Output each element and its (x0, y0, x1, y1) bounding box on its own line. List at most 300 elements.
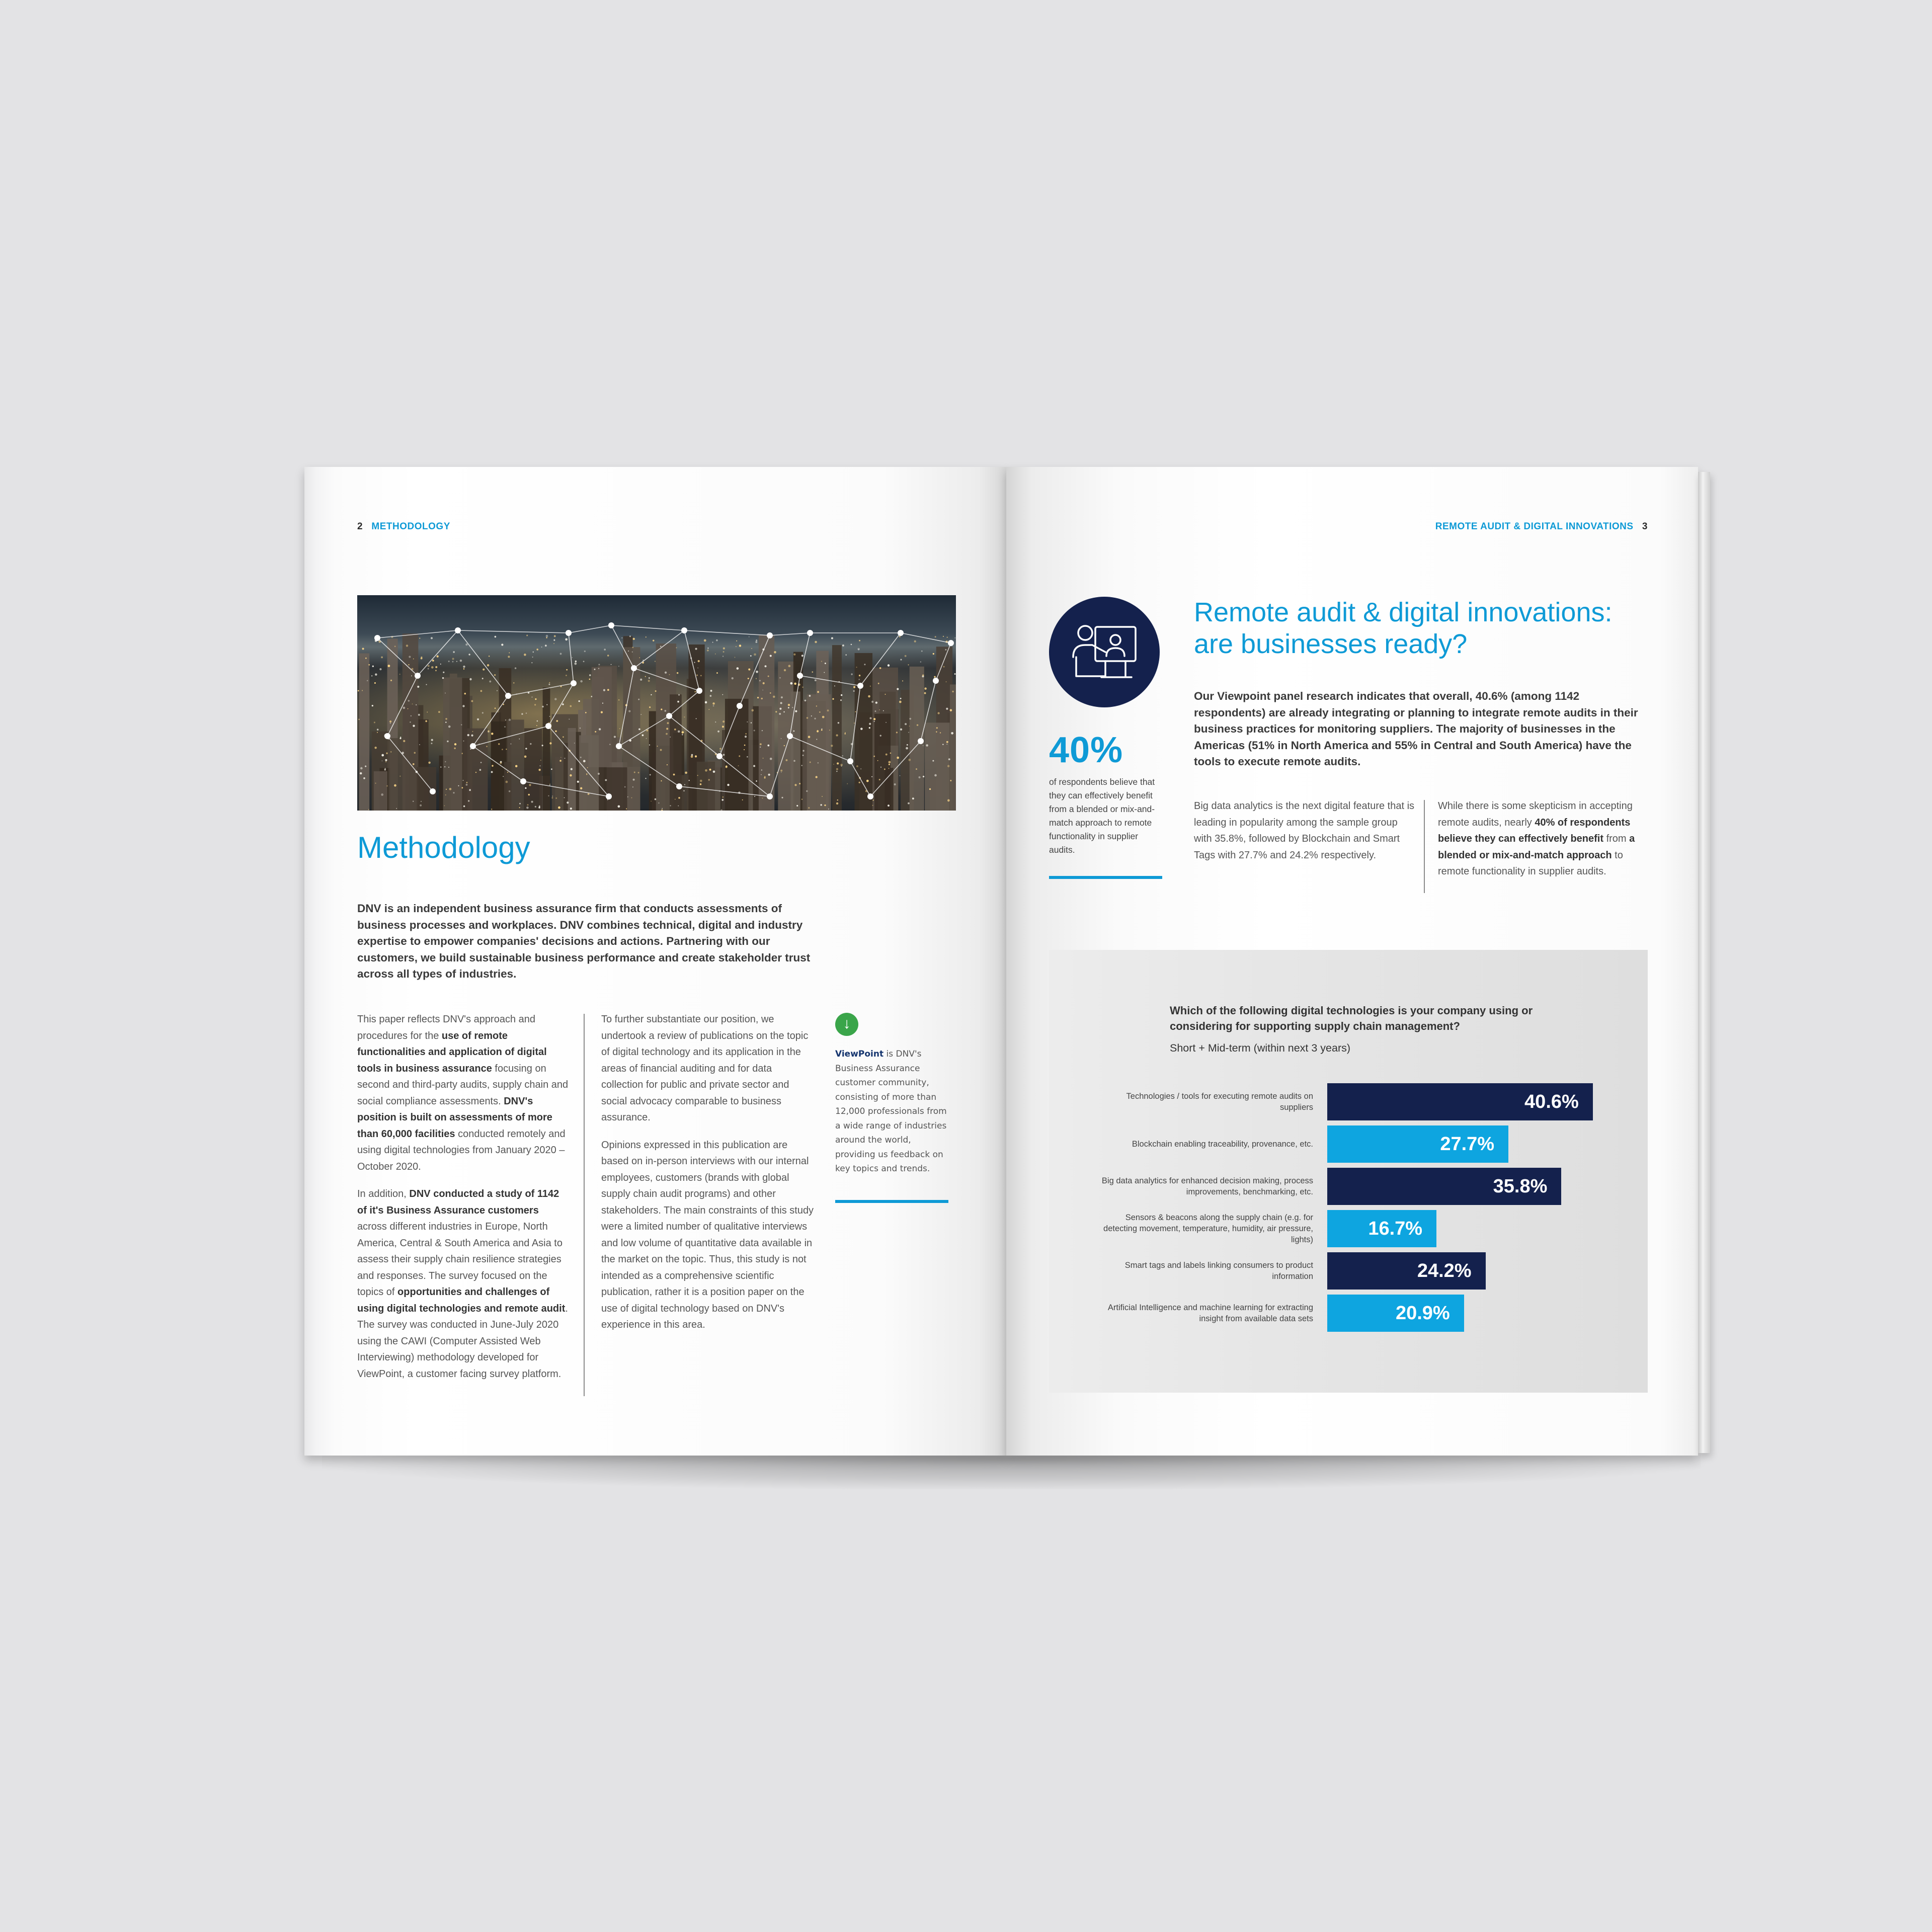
city-light-dot (569, 719, 570, 720)
city-light-dot (790, 682, 792, 685)
city-light-dot (828, 809, 829, 810)
city-light-dot (921, 651, 923, 652)
network-node (807, 630, 813, 636)
city-light-dot (598, 668, 599, 669)
city-light-dot (752, 709, 754, 712)
city-light-dot (760, 747, 761, 748)
city-light-dot (923, 776, 924, 777)
city-light-dot (908, 732, 909, 733)
city-light-dot (943, 666, 945, 668)
city-light-dot (808, 807, 810, 809)
city-light-dot (494, 674, 496, 676)
city-light-dot (831, 637, 833, 639)
city-light-dot (875, 701, 877, 703)
city-light-dot (480, 762, 482, 763)
video-call-glyph (1049, 597, 1160, 707)
city-light-dot (375, 673, 377, 676)
text-run: opportunities and challenges of using digital technologies and remote audit (357, 1286, 566, 1314)
city-light-dot (609, 744, 610, 745)
sidebar-text (835, 1047, 948, 1176)
stat-rule (1049, 876, 1162, 879)
city-light-dot (574, 663, 577, 665)
network-node (606, 793, 612, 799)
city-light-dot (811, 715, 812, 716)
city-light-dot (531, 662, 532, 663)
text-run: to remote functionality in supplier audits. (1438, 849, 1623, 877)
city-light-dot (700, 780, 702, 782)
city-light-dot (553, 639, 555, 641)
city-light-dot (684, 784, 685, 785)
city-light-dot (836, 802, 838, 804)
city-light-dot (508, 656, 510, 658)
city-light-dot (710, 695, 712, 697)
city-light-dot (722, 694, 723, 695)
city-light-dot (385, 759, 387, 761)
city-light-dot (792, 707, 793, 708)
network-node (505, 693, 511, 699)
city-light-dot (440, 664, 441, 665)
city-light-dot (723, 648, 725, 650)
city-light-dot (700, 783, 701, 785)
city-light-dot (428, 762, 431, 764)
column-2-paragraph-2: Opinions expressed in this publication are based on in-person interviews with our internal employees, customers (brands with global supply chain audit programs) and other stakeholders. The main constraints of this study were a limited number of qualitative interviews and low volume of quantitative data available in the market on the topic. Thus, this study is not intended as a comprehensive scientific publication, rather it is a position paper on the use of digital technology based on DNV's experience in this area. (601, 1139, 814, 1330)
network-node (933, 678, 939, 684)
city-light-dot (365, 658, 367, 659)
city-light-dot (374, 682, 376, 684)
city-light-dot (572, 657, 573, 658)
city-light-dot (950, 709, 952, 711)
city-light-dot (788, 704, 790, 706)
city-light-dot (851, 673, 852, 675)
city-light-dot (655, 690, 657, 692)
city-light-dot (607, 799, 608, 800)
city-light-dot (845, 654, 847, 656)
city-light-dot (869, 727, 870, 729)
city-light-dot (695, 648, 697, 650)
city-light-dot (715, 654, 716, 655)
city-light-dot (413, 763, 415, 765)
city-light-dot (382, 760, 383, 761)
network-node (631, 665, 637, 671)
city-light-dot (482, 669, 485, 671)
city-light-dot (794, 683, 796, 685)
city-light-dot (770, 758, 772, 760)
city-light-dot (757, 697, 759, 698)
network-link (800, 676, 860, 686)
city-light-dot (801, 799, 802, 800)
city-light-dot (399, 776, 400, 777)
city-light-dot (588, 793, 590, 795)
city-light-dot (817, 691, 819, 693)
text-run: This paper reflects DNV's approach and procedures for the (357, 1014, 535, 1041)
city-light-dot (763, 682, 765, 684)
city-light-dot (933, 653, 934, 655)
network-node (737, 703, 743, 709)
city-light-dot (678, 806, 679, 807)
city-light-dot (388, 665, 390, 667)
page-number: 2 (357, 521, 363, 532)
city-light-dot (698, 660, 700, 662)
city-light-dot (900, 775, 901, 776)
city-light-dot (878, 683, 879, 684)
section-title: METHODOLOGY (371, 521, 450, 532)
city-light-dot (825, 663, 826, 664)
network-link (569, 625, 611, 633)
city-light-dot (793, 760, 795, 762)
city-light-dot (390, 751, 391, 752)
city-light-dot (506, 781, 508, 783)
network-node (767, 793, 773, 799)
city-light-dot (929, 788, 931, 790)
city-light-dot (381, 657, 383, 659)
city-light-dot (836, 734, 838, 736)
city-light-dot (562, 736, 564, 738)
city-light-dot (574, 743, 575, 744)
city-light-dot (604, 649, 606, 651)
right-page (1006, 467, 1698, 1456)
city-light-dot (712, 702, 714, 704)
network-node (716, 753, 722, 759)
viewpoint-sidebar (835, 1013, 948, 1176)
city-light-dot (428, 668, 429, 670)
city-light-dot (824, 804, 826, 806)
city-light-dot (947, 799, 950, 802)
city-light-dot (905, 723, 907, 725)
city-light-dot (471, 700, 473, 702)
city-light-dot (860, 768, 861, 769)
city-light-dot (431, 743, 432, 744)
city-light-dot (549, 716, 550, 717)
city-light-dot (781, 797, 783, 798)
city-light-dot (649, 677, 650, 679)
lead-paragraph: Our Viewpoint panel research indicates that overall, 40.6% (among 1142 respondents) are already integrating or planning to integrate remote audits in their business practices for monitoring suppliers. The majority of businesses in the Americas (51% in North America and 55% in Central and South America) have the tools to execute remote audits. (1194, 690, 1638, 768)
remote-video-meeting-icon (1049, 597, 1160, 707)
city-light-dot (565, 638, 568, 640)
city-light-dot (421, 657, 422, 658)
right-header (1435, 521, 1648, 532)
city-light-dot (824, 672, 825, 673)
city-light-dot (618, 805, 620, 808)
city-light-dot (665, 710, 667, 712)
city-light-dot (716, 672, 718, 674)
city-light-dot (871, 776, 872, 777)
city-light-dot (831, 745, 833, 747)
city-light-dot (756, 678, 757, 679)
city-light-dot (946, 741, 948, 743)
city-light-dot (390, 680, 392, 681)
city-light-dot (502, 749, 503, 750)
city-light-dot (836, 768, 838, 770)
city-light-dot (463, 741, 464, 742)
city-light-dot (437, 655, 439, 657)
city-light-dot (611, 664, 612, 665)
city-light-dot (535, 806, 536, 808)
city-light-dot (530, 743, 531, 745)
city-light-dot (860, 728, 863, 730)
city-light-dot (389, 720, 391, 722)
city-light-dot (727, 784, 729, 786)
city-light-dot (853, 690, 855, 692)
text-run: . The survey was conducted in June-July 2020 using the CAWI (Computer Assisted Web Interviewing) methodology developed for ViewPoint, a customer facing survey platform. (357, 1303, 568, 1380)
city-light-dot (399, 674, 400, 675)
city-light-dot (411, 675, 412, 676)
city-light-dot (751, 648, 752, 649)
page-number: 3 (1642, 521, 1648, 532)
city-light-dot (871, 701, 873, 703)
city-light-dot (413, 800, 414, 801)
city-light-dot (763, 758, 764, 759)
city-light-dot (491, 809, 493, 810)
city-light-dot (947, 637, 948, 638)
city-light-dot (908, 664, 909, 665)
city-light-dot (934, 676, 935, 678)
bar (1327, 1168, 1561, 1205)
city-light-dot (621, 637, 622, 638)
city-light-dot (889, 761, 891, 763)
city-light-dot (954, 673, 956, 675)
city-light-dot (779, 677, 781, 679)
city-light-dot (607, 655, 609, 656)
city-light-dot (704, 639, 706, 642)
city-light-dot (482, 678, 484, 679)
city-light-dot (775, 711, 777, 712)
city-light-dot (742, 799, 743, 800)
sidebar-rule (835, 1200, 948, 1203)
city-light-dot (461, 724, 462, 725)
network-node (455, 627, 461, 633)
city-light-dot (408, 664, 409, 665)
city-light-dot (812, 671, 813, 673)
city-light-dot (372, 666, 374, 667)
city-light-dot (580, 728, 581, 729)
network-link (770, 633, 810, 635)
city-light-dot (567, 801, 569, 803)
city-light-dot (580, 787, 582, 789)
city-light-dot (888, 664, 890, 666)
building-shape (359, 654, 370, 811)
left-page (304, 467, 1006, 1456)
lead-paragraph: DNV is an independent business assurance firm that conducts assessments of business processes and workplaces. DNV combines technical, digital and industry expertise to empower companies' decisions and actions. Partnering with our customers, we build sustainable business performance and create stakeholder trust across all types of industries. (357, 902, 811, 980)
city-light-dot (793, 654, 795, 656)
city-light-dot (492, 765, 493, 766)
city-light-dot (761, 769, 762, 770)
city-light-dot (784, 745, 785, 746)
city-light-dot (732, 677, 734, 679)
city-light-dot (723, 651, 725, 653)
city-light-dot (444, 805, 445, 806)
city-light-dot (463, 806, 465, 807)
city-light-dot (440, 766, 442, 768)
city-light-dot (783, 711, 784, 712)
network-link (418, 630, 458, 676)
text-run: from (1603, 833, 1630, 844)
city-light-dot (632, 786, 633, 787)
city-light-dot (937, 712, 939, 714)
city-light-dot (802, 687, 803, 688)
network-node (430, 788, 436, 794)
city-light-dot (475, 772, 476, 773)
city-light-dot (549, 742, 551, 744)
city-light-dot (877, 760, 878, 761)
city-light-dot (408, 700, 410, 701)
city-light-dot (667, 764, 668, 765)
city-light-dot (633, 638, 635, 640)
city-light-dot (489, 656, 490, 657)
city-light-dot (479, 769, 481, 771)
city-light-dot (566, 675, 567, 676)
city-light-dot (822, 716, 825, 718)
city-light-dot (847, 783, 848, 784)
city-light-dot (466, 784, 468, 786)
city-light-dot (372, 705, 373, 706)
city-light-dot (541, 647, 542, 648)
city-light-dot (506, 749, 507, 750)
city-light-dot (403, 707, 406, 709)
city-light-dot (899, 701, 902, 703)
city-light-dot (554, 635, 556, 637)
city-light-dot (458, 785, 459, 786)
city-light-dot (534, 704, 536, 705)
column-2-paragraph-1: To further substantiate our position, we undertook a review of publications on the topic of digital technology and its application in the areas of financial auditing and for data collection for public and private sector and social advocacy comparable to business assurance. (601, 1014, 809, 1123)
city-light-dot (884, 768, 886, 770)
city-light-dot (501, 643, 503, 646)
city-light-dot (633, 779, 635, 781)
city-light-dot (453, 651, 454, 653)
city-light-dot (869, 723, 871, 725)
city-light-dot (905, 655, 907, 657)
city-light-dot (435, 670, 437, 671)
city-light-dot (546, 704, 547, 705)
city-light-dot (872, 805, 873, 806)
city-light-dot (538, 807, 540, 808)
city-light-dot (715, 721, 716, 722)
city-light-dot (525, 748, 527, 749)
text-run: 40% of respondents believe they can effectively benefit (1438, 817, 1631, 844)
city-light-dot (827, 709, 829, 711)
city-light-dot (454, 743, 456, 745)
text-run: focusing on second and third-party audits, supply chain and social compliance assessments. (357, 1063, 569, 1107)
city-light-dot (548, 795, 549, 796)
city-light-dot (503, 776, 504, 777)
bar-category-label: Smart tags and labels linking consumers to product information (1124, 1261, 1313, 1281)
building-shape (855, 653, 872, 811)
city-light-dot (526, 712, 527, 713)
text-run: While there is some skepticism in accepting remote audits, nearly (1438, 800, 1633, 828)
city-light-dot (445, 718, 447, 720)
city-light-dot (673, 774, 675, 776)
city-light-dot (708, 709, 709, 710)
city-light-dot (821, 730, 823, 731)
city-light-dot (548, 684, 550, 685)
city-light-dot (542, 706, 543, 707)
city-light-dot (629, 635, 631, 637)
city-light-dot (879, 709, 880, 710)
city-light-dot (806, 790, 808, 792)
city-light-dot (535, 698, 536, 700)
city-light-dot (756, 780, 757, 782)
city-light-dot (922, 674, 924, 676)
city-light-dot (542, 745, 543, 746)
city-light-dot (694, 662, 695, 663)
text-run: In addition, (357, 1188, 410, 1199)
city-light-dot (374, 747, 376, 749)
sidebar-description: is DNV's Business Assurance customer community, consisting of more than 12,000 professionals from a wide range of industries around the world, providing us feedback on key topics and trends. (835, 1049, 947, 1174)
city-light-dot (445, 693, 446, 694)
city-light-dot (531, 696, 532, 697)
city-light-dot (614, 736, 616, 738)
city-light-dot (859, 640, 860, 641)
city-light-dot (655, 798, 657, 800)
sidebar-brand: ViewPoint (835, 1049, 884, 1059)
city-light-dot (883, 710, 884, 711)
page-title: Remote audit & digital innovations: are businesses ready? (1194, 597, 1613, 659)
bar-value-label: 40.6% (1524, 1091, 1579, 1112)
city-light-dot (761, 698, 763, 699)
city-light-dot (519, 803, 521, 804)
network-node (867, 793, 873, 799)
city-light-dot (936, 732, 937, 733)
city-light-dot (762, 730, 763, 731)
city-light-dot (510, 744, 511, 745)
city-light-dot (509, 790, 510, 792)
city-light-dot (897, 688, 899, 690)
city-light-dot (471, 735, 473, 737)
city-light-dot (873, 799, 874, 800)
city-light-dot (885, 694, 886, 695)
city-light-dot (418, 714, 420, 716)
city-light-dot (780, 770, 782, 772)
city-light-dot (360, 767, 363, 770)
city-light-dot (682, 731, 684, 734)
city-light-dot (384, 768, 386, 769)
city-light-dot (756, 639, 757, 641)
city-light-dot (756, 671, 758, 673)
city-light-dot (886, 754, 888, 756)
city-light-dot (470, 749, 471, 750)
city-light-dot (874, 721, 875, 722)
city-light-dot (442, 677, 444, 679)
city-light-dot (375, 783, 376, 784)
bar-category-label: Artificial Intelligence and machine learning for extracting insight from available data sets (1107, 1303, 1313, 1323)
city-light-dot (799, 783, 800, 784)
city-light-dot (853, 686, 855, 688)
city-light-dot (678, 731, 680, 733)
city-light-dot (598, 773, 600, 775)
city-light-dot (875, 710, 876, 712)
city-light-dot (371, 675, 372, 676)
city-light-dot (618, 699, 619, 700)
city-light-dot (918, 776, 920, 778)
city-network-photo (357, 595, 956, 811)
city-light-dot (413, 725, 415, 727)
city-light-dot (661, 780, 662, 781)
city-light-dot (560, 653, 562, 655)
city-light-dot (705, 701, 707, 704)
city-light-dot (649, 745, 650, 746)
city-light-dot (796, 805, 798, 807)
city-light-dot (645, 778, 646, 779)
city-light-dot (403, 740, 405, 742)
city-light-dot (549, 682, 550, 683)
city-light-dot (936, 727, 938, 729)
city-light-dot (661, 708, 662, 710)
city-light-dot (670, 805, 671, 807)
column-1 (357, 1011, 569, 1393)
city-light-dot (428, 665, 430, 667)
city-light-dot (842, 645, 844, 647)
column-1-text: Big data analytics is the next digital feature that is leading in popularity among the sample group with 35.8%, followed by Blockchain and Smart Tags with 27.7% and 24.2% respectively. (1194, 800, 1415, 861)
bar (1327, 1295, 1464, 1332)
